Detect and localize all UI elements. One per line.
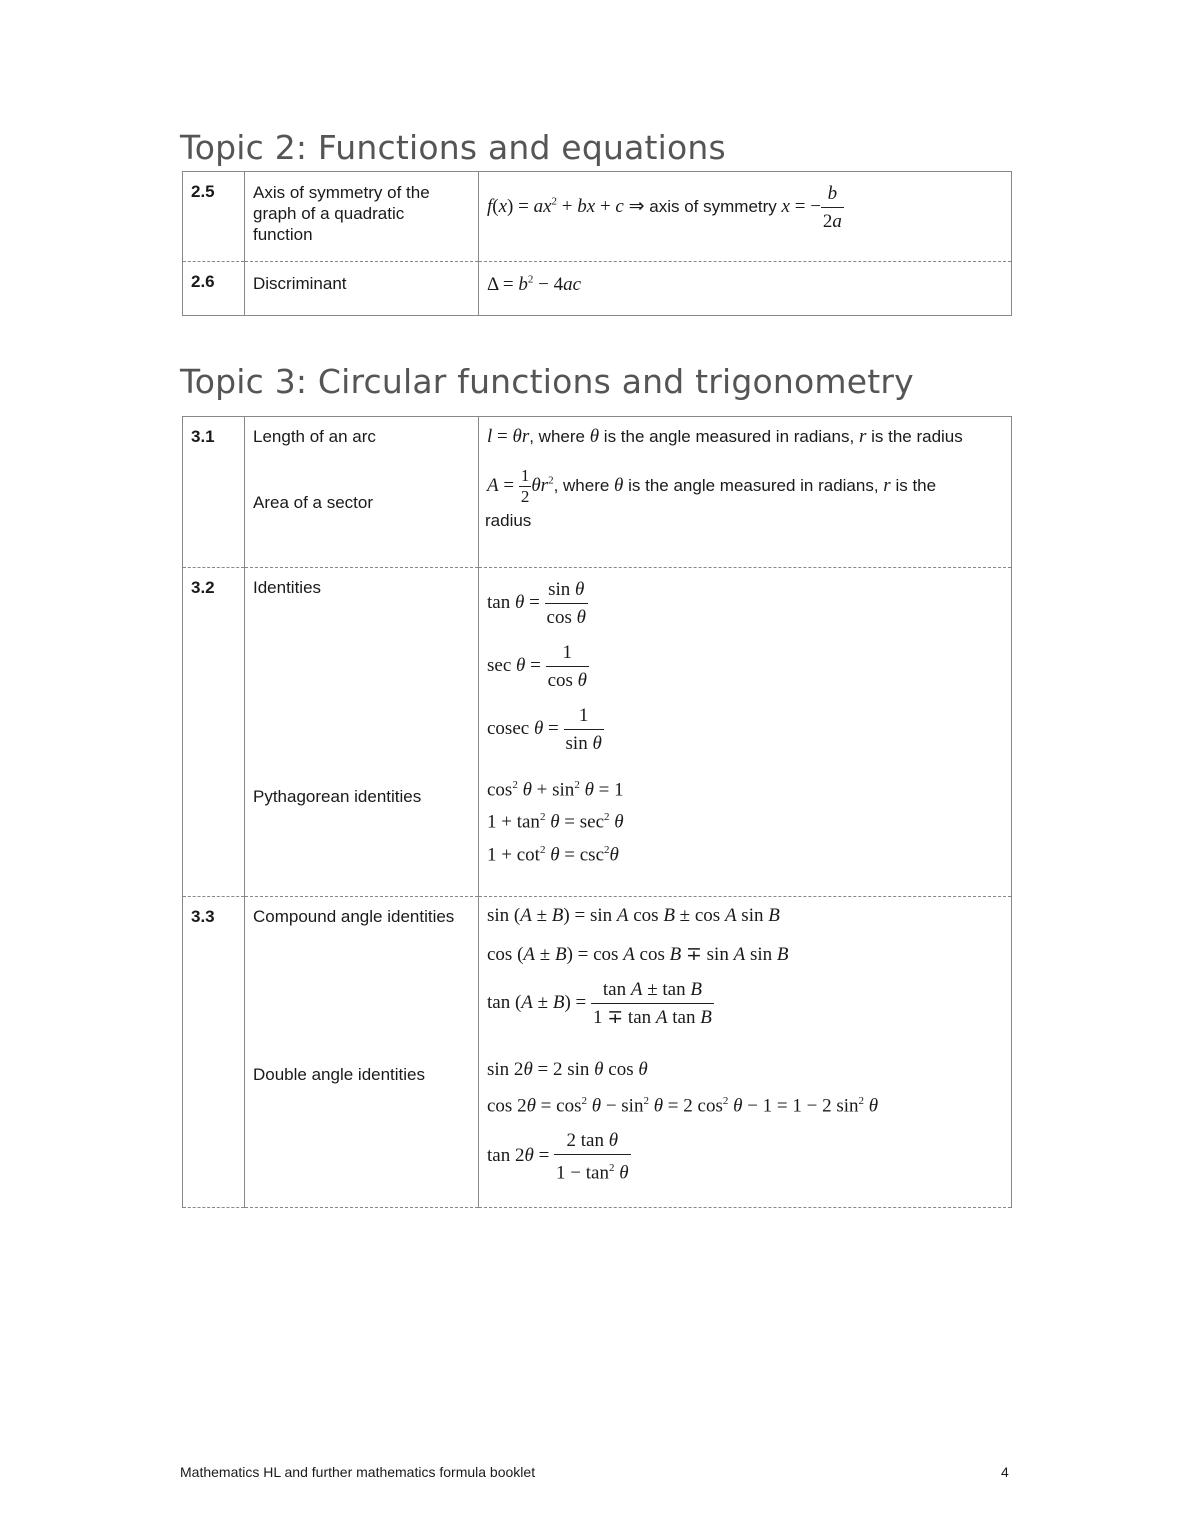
section-number: 2.5	[183, 172, 245, 262]
formula-arc-sector	[479, 417, 1012, 568]
topic-3-table	[182, 416, 1012, 1208]
section-number: 3.3	[183, 897, 245, 1208]
formula-pythagorean-1: $\cos^2 \theta + \sin^2 \theta = 1$	[487, 779, 624, 801]
formula-discriminant: $\Delta = b^2 - 4ac$	[479, 262, 1012, 316]
section-name: Discriminant	[245, 262, 479, 316]
table-row	[183, 897, 1012, 1208]
formula-identities	[479, 568, 1012, 897]
formula-sin-compound: sin (A ± B) = sin A cos B ± cos A sin B	[487, 905, 780, 926]
formula-sector-area: A = $\frac{1}{2}$ $\theta r^2$, where θ is the angle measured in radians, r is the	[487, 466, 937, 506]
section-number: 2.6	[183, 262, 245, 316]
table-row	[183, 172, 1012, 262]
topic-2-table	[182, 171, 1012, 316]
section-number: 3.2	[183, 568, 245, 897]
section-name-sector: Area of a sector	[253, 493, 374, 512]
section-name: Axis of symmetry of the graph of a quadratic function	[245, 172, 479, 262]
page-number: 4	[1001, 1464, 1009, 1480]
section-number: 3.1	[183, 417, 245, 568]
formula-sec: sec θ = $\frac{1}{\text{cos θ}}$	[487, 639, 1011, 694]
formula-tan: tan θ = $\frac{\text{sin θ}}{\text{cos θ}}$	[487, 576, 1011, 631]
footer-title: Mathematics HL and further mathematics formula booklet	[180, 1464, 536, 1480]
section-name-identities: Identities	[253, 578, 322, 597]
section-name	[245, 417, 479, 568]
formula-compound-double	[479, 897, 1012, 1208]
table-row	[183, 568, 1012, 897]
topic-2-title: Topic 2: Functions and equations	[180, 128, 726, 167]
section-name-compound: Compound angle identities	[253, 907, 455, 926]
table-row	[183, 417, 1012, 568]
topic-3-title: Topic 3: Circular functions and trigonometry	[180, 362, 914, 401]
formula-tan-compound: tan (A ± B) = $\frac{\text{tan A ± tan B}}{\text{1 ∓ tan A tan B}}$	[487, 976, 1011, 1031]
formula-pythagorean-3: $1 + \cot^2 \theta = \csc^2\theta$	[487, 843, 619, 865]
section-name	[245, 897, 479, 1208]
formula-cos-compound: cos (A ± B) = cos A cos B ∓ sin A sin B	[487, 944, 789, 965]
formula-pythagorean-2: $1 + \tan^2 \theta = \sec^2 \theta$	[487, 811, 624, 833]
formula-text: radius	[485, 511, 532, 530]
table-row	[183, 262, 1012, 316]
section-name-pythagorean: Pythagorean identities	[253, 787, 422, 806]
section-name	[245, 568, 479, 897]
section-name-arc: Length of an arc	[253, 427, 376, 446]
formula-axis-symmetry: $f(x) = ax^2$ + bx + c ⇒ axis of symmetry x = − $\frac{b}{2a}$	[479, 172, 1012, 262]
section-name-double: Double angle identities	[253, 1065, 426, 1084]
formula-sin-double: sin 2θ = 2 sin θ cos θ	[487, 1059, 648, 1080]
formula-cos-double: $\cos 2\theta = \cos^2 \theta - \sin^2 \theta = 2$ $\cos^2 \theta - 1 = 1 - 2$ $\sin^2 \theta$	[487, 1095, 879, 1117]
formula-text: axis of symmetry	[649, 196, 777, 216]
formula-tan-double: tan 2θ = $\frac{\text{2 tan θ}}{1 - \tan^2 \theta}$	[487, 1127, 1011, 1186]
formula-arc-length: l = θr, where θ is the angle measured in radians, r is the radius	[487, 426, 963, 447]
formula-cosec: cosec θ = $\frac{1}{\text{sin θ}}$	[487, 702, 1011, 757]
